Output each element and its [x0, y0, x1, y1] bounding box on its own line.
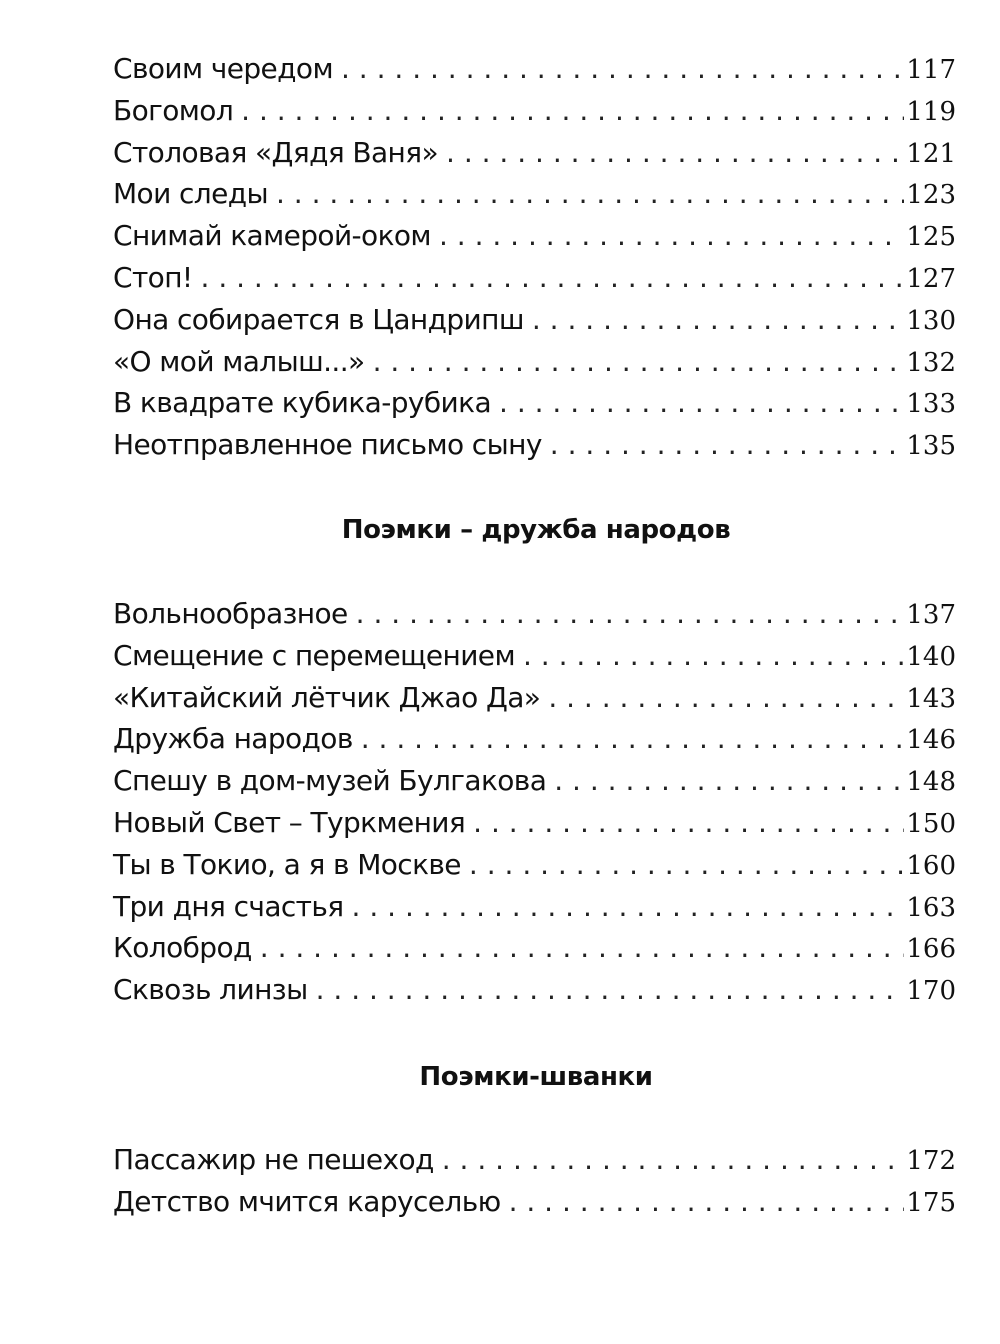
toc-entry-page: 119 [906, 96, 956, 127]
dot-leader [373, 345, 905, 378]
toc-entry[interactable] [113, 136, 956, 178]
dot-leader [473, 806, 904, 839]
dot-leader [554, 764, 904, 797]
toc-entry-page: 166 [906, 934, 956, 965]
toc-entry-title: Ты в Токио, а я в Москве [113, 847, 461, 881]
toc-entry[interactable] [113, 261, 956, 303]
toc-entry-page: 137 [906, 600, 956, 630]
toc-entry-page: 127 [906, 263, 956, 294]
dot-leader [341, 52, 904, 85]
toc-entry-page: 123 [906, 180, 956, 211]
toc-entry[interactable] [113, 806, 956, 848]
toc-entry[interactable] [113, 1185, 956, 1227]
toc-entry-page: 135 [906, 431, 956, 462]
dot-leader [550, 428, 905, 461]
dot-leader [469, 848, 904, 881]
toc-entry-page: 146 [906, 725, 956, 756]
toc-entry-title: Новый Свет – Туркмения [113, 805, 466, 839]
dot-leader [509, 1185, 905, 1218]
toc-entry-page: 148 [906, 767, 956, 798]
dot-leader [316, 973, 905, 1006]
toc-entry-title: «Китайский лётчик Джао Да» [113, 680, 541, 714]
toc-entry[interactable] [113, 597, 956, 639]
toc-entry[interactable] [113, 931, 956, 973]
toc-entry-page: 130 [906, 305, 956, 336]
toc-entry[interactable] [113, 764, 956, 806]
toc-entry-page: 121 [906, 138, 956, 169]
section-heading: Поэмки – дружба народов [341, 515, 731, 545]
dot-leader [523, 639, 904, 672]
toc-entry[interactable] [113, 219, 956, 261]
toc-entry-page: 117 [906, 55, 956, 85]
toc-entry-title: Стоп! [113, 260, 193, 294]
dot-leader [361, 722, 905, 755]
toc-entry[interactable] [113, 94, 956, 136]
toc-group-shvanki [113, 1143, 956, 1227]
toc-entry[interactable] [113, 345, 956, 387]
toc-entry-title: Мои следы [113, 177, 268, 211]
dot-leader [499, 386, 904, 419]
toc-entry[interactable] [113, 52, 956, 94]
toc-entry-title: Дружба народов [113, 722, 353, 756]
toc-entry-title: Своим чередом [113, 52, 333, 85]
dot-leader [446, 136, 904, 169]
toc-entry-title: Столовая «Дядя Ваня» [113, 135, 439, 169]
toc-entry[interactable] [113, 1143, 956, 1185]
toc-entry-page: 125 [906, 222, 956, 253]
toc-entry-title: Спешу в дом-музей Булгакова [113, 764, 547, 798]
toc-entry[interactable] [113, 639, 956, 681]
toc-entry[interactable] [113, 973, 956, 1015]
dot-leader [439, 219, 904, 252]
toc-entry[interactable] [113, 890, 956, 932]
toc-entry-page: 143 [906, 683, 956, 714]
toc-entry-title: Снимай камерой-оком [113, 219, 431, 253]
dot-leader [260, 931, 905, 964]
toc-entry-page: 175 [906, 1187, 956, 1218]
toc-entry-page: 132 [906, 347, 956, 378]
toc-entry-page: 150 [906, 808, 956, 839]
toc-entry[interactable] [113, 303, 956, 345]
toc-entry-page: 172 [906, 1146, 956, 1176]
toc-group-untitled [113, 52, 956, 470]
toc-entry-page: 170 [906, 976, 956, 1007]
toc-group-druzhba-narodov [113, 597, 956, 1015]
toc-entry-page: 140 [906, 641, 956, 672]
toc-entry-title: «О мой малыш...» [113, 344, 365, 378]
toc-entry[interactable] [113, 722, 956, 764]
dot-leader [356, 597, 905, 630]
toc-entry[interactable] [113, 848, 956, 890]
toc-entry-title: Пассажир не пешеход [113, 1143, 434, 1176]
toc-entry-title: Неотправленное письмо сыну [113, 428, 542, 462]
section-heading: Поэмки-шванки [419, 1062, 653, 1092]
toc-entry[interactable] [113, 177, 956, 219]
toc-entry-page: 160 [906, 850, 956, 881]
toc-entry-title: Богомол [113, 93, 234, 127]
dot-leader [352, 890, 905, 923]
toc-entry[interactable] [113, 681, 956, 723]
toc-entry-title: Смещение с перемещением [113, 638, 515, 672]
toc-entry-title: Три дня счастья [113, 889, 344, 923]
toc-entry-title: Детство мчится каруселью [113, 1184, 501, 1218]
toc-entry-page: 133 [906, 389, 956, 420]
toc-entry-title: Она собирается в Цандрипш [113, 302, 524, 336]
toc-entry[interactable] [113, 386, 956, 428]
toc-entry-page: 163 [906, 892, 956, 923]
dot-leader [201, 261, 905, 294]
toc-entry-title: В квадрате кубика-рубика [113, 386, 492, 420]
toc-entry[interactable] [113, 428, 956, 470]
toc-entry-title: Вольнообразное [113, 597, 348, 630]
dot-leader [276, 177, 904, 210]
toc-entry-title: Колоброд [113, 931, 252, 965]
toc-entry-title: Сквозь линзы [113, 973, 308, 1007]
dot-leader [532, 303, 904, 336]
dot-leader [442, 1143, 905, 1176]
dot-leader [548, 681, 904, 714]
dot-leader [241, 94, 904, 127]
